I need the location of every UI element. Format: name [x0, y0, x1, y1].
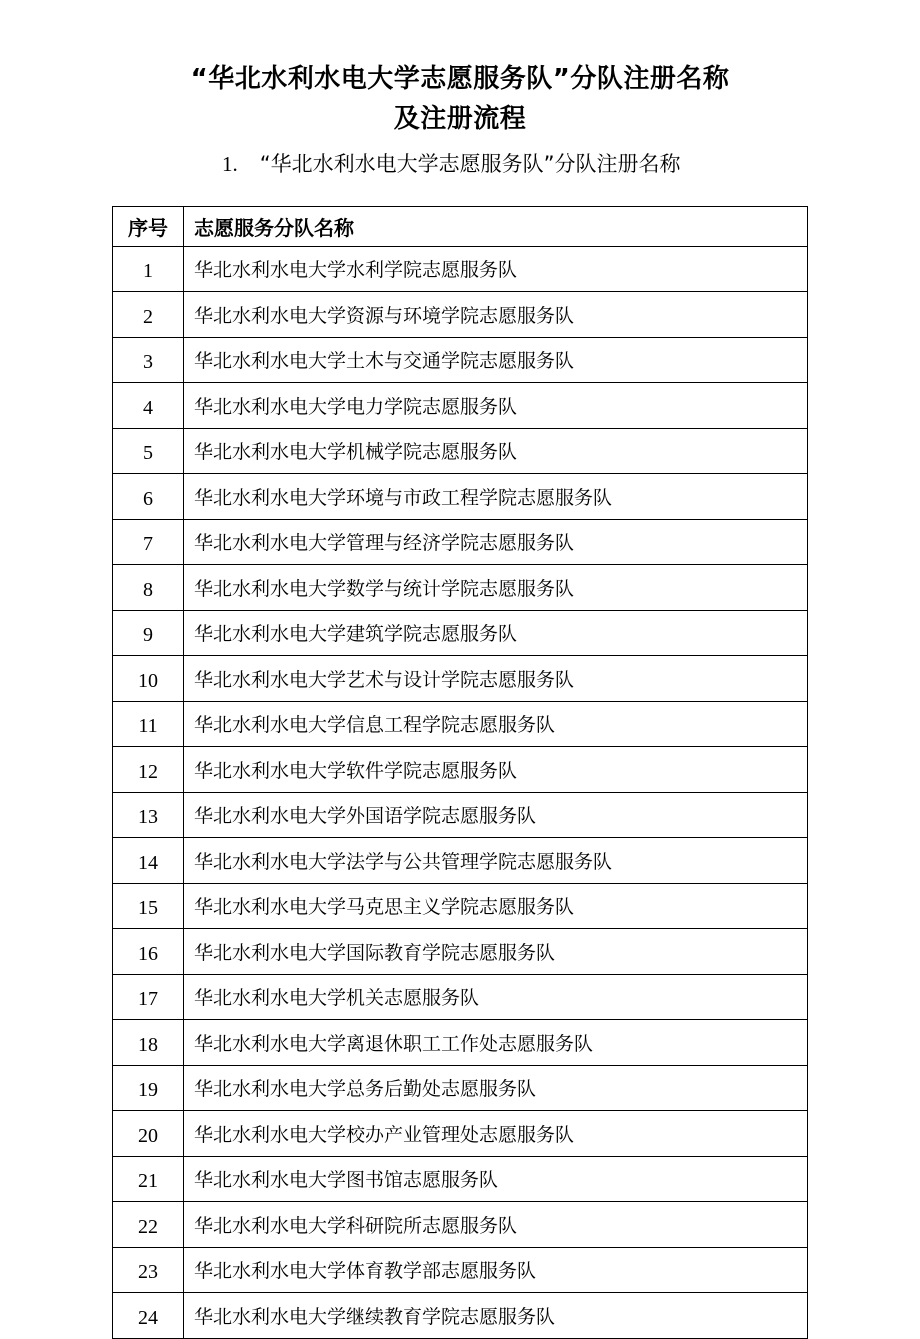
row-serial-number: 18 — [113, 1020, 184, 1066]
table-row — [113, 383, 808, 429]
row-team-name: 华北水利水电大学水利学院志愿服务队 — [184, 246, 808, 292]
row-team-name: 华北水利水电大学体育教学部志愿服务队 — [184, 1247, 808, 1293]
row-serial-number: 7 — [113, 519, 184, 565]
section-title: “华北水利水电大学志愿服务队”分队注册名称 — [259, 152, 681, 176]
table-row — [113, 974, 808, 1020]
table-row — [113, 1293, 808, 1339]
row-team-name: 华北水利水电大学管理与经济学院志愿服务队 — [184, 519, 808, 565]
table-row — [113, 337, 808, 383]
table-header-row — [113, 207, 808, 247]
row-serial-number: 14 — [113, 838, 184, 884]
table-row — [113, 701, 808, 747]
row-serial-number: 16 — [113, 929, 184, 975]
row-team-name: 华北水利水电大学总务后勤处志愿服务队 — [184, 1065, 808, 1111]
table-row — [113, 792, 808, 838]
row-serial-number: 21 — [113, 1156, 184, 1202]
row-team-name: 华北水利水电大学环境与市政工程学院志愿服务队 — [184, 474, 808, 520]
row-team-name: 华北水利水电大学机械学院志愿服务队 — [184, 428, 808, 474]
row-team-name: 华北水利水电大学软件学院志愿服务队 — [184, 747, 808, 793]
table-row — [113, 883, 808, 929]
row-serial-number: 13 — [113, 792, 184, 838]
row-serial-number: 11 — [113, 701, 184, 747]
table-row — [113, 428, 808, 474]
team-registration-table — [112, 206, 808, 1339]
table-row — [113, 474, 808, 520]
row-team-name: 华北水利水电大学外国语学院志愿服务队 — [184, 792, 808, 838]
row-team-name: 华北水利水电大学信息工程学院志愿服务队 — [184, 701, 808, 747]
header-serial-number: 序号 — [113, 207, 184, 247]
row-team-name: 华北水利水电大学科研院所志愿服务队 — [184, 1202, 808, 1248]
table-row — [113, 519, 808, 565]
row-serial-number: 12 — [113, 747, 184, 793]
table-row — [113, 1065, 808, 1111]
row-team-name: 华北水利水电大学继续教育学院志愿服务队 — [184, 1293, 808, 1339]
row-serial-number: 3 — [113, 337, 184, 383]
row-serial-number: 4 — [113, 383, 184, 429]
row-serial-number: 10 — [113, 656, 184, 702]
row-serial-number: 5 — [113, 428, 184, 474]
table-row — [113, 656, 808, 702]
row-team-name: 华北水利水电大学国际教育学院志愿服务队 — [184, 929, 808, 975]
table-row — [113, 1202, 808, 1248]
row-serial-number: 22 — [113, 1202, 184, 1248]
table-row — [113, 1020, 808, 1066]
document-title-line1: “华北水利水电大学志愿服务队”分队注册名称 — [190, 64, 730, 94]
table-row — [113, 1247, 808, 1293]
row-team-name: 华北水利水电大学电力学院志愿服务队 — [184, 383, 808, 429]
table-row — [113, 565, 808, 611]
table-row — [113, 838, 808, 884]
row-team-name: 华北水利水电大学马克思主义学院志愿服务队 — [184, 883, 808, 929]
row-team-name: 华北水利水电大学图书馆志愿服务队 — [184, 1156, 808, 1202]
row-serial-number: 1 — [113, 246, 184, 292]
row-team-name: 华北水利水电大学离退休职工工作处志愿服务队 — [184, 1020, 808, 1066]
table-row — [113, 292, 808, 338]
row-serial-number: 23 — [113, 1247, 184, 1293]
section-number: 1. — [222, 152, 238, 176]
row-team-name: 华北水利水电大学法学与公共管理学院志愿服务队 — [184, 838, 808, 884]
row-team-name: 华北水利水电大学土木与交通学院志愿服务队 — [184, 337, 808, 383]
row-serial-number: 6 — [113, 474, 184, 520]
row-serial-number: 8 — [113, 565, 184, 611]
row-serial-number: 2 — [113, 292, 184, 338]
row-serial-number: 17 — [113, 974, 184, 1020]
table-row — [113, 1111, 808, 1157]
row-serial-number: 24 — [113, 1293, 184, 1339]
table-row — [113, 747, 808, 793]
row-team-name: 华北水利水电大学校办产业管理处志愿服务队 — [184, 1111, 808, 1157]
row-team-name: 华北水利水电大学艺术与设计学院志愿服务队 — [184, 656, 808, 702]
row-serial-number: 9 — [113, 610, 184, 656]
row-serial-number: 15 — [113, 883, 184, 929]
row-team-name: 华北水利水电大学数学与统计学院志愿服务队 — [184, 565, 808, 611]
row-serial-number: 19 — [113, 1065, 184, 1111]
header-team-name: 志愿服务分队名称 — [184, 207, 808, 247]
table-row — [113, 610, 808, 656]
section-heading — [222, 148, 681, 178]
table-row — [113, 246, 808, 292]
row-team-name: 华北水利水电大学资源与环境学院志愿服务队 — [184, 292, 808, 338]
table-row — [113, 929, 808, 975]
row-serial-number: 20 — [113, 1111, 184, 1157]
row-team-name: 华北水利水电大学机关志愿服务队 — [184, 974, 808, 1020]
row-team-name: 华北水利水电大学建筑学院志愿服务队 — [184, 610, 808, 656]
table-row — [113, 1156, 808, 1202]
document-title-line2: 及注册流程 — [393, 104, 527, 134]
